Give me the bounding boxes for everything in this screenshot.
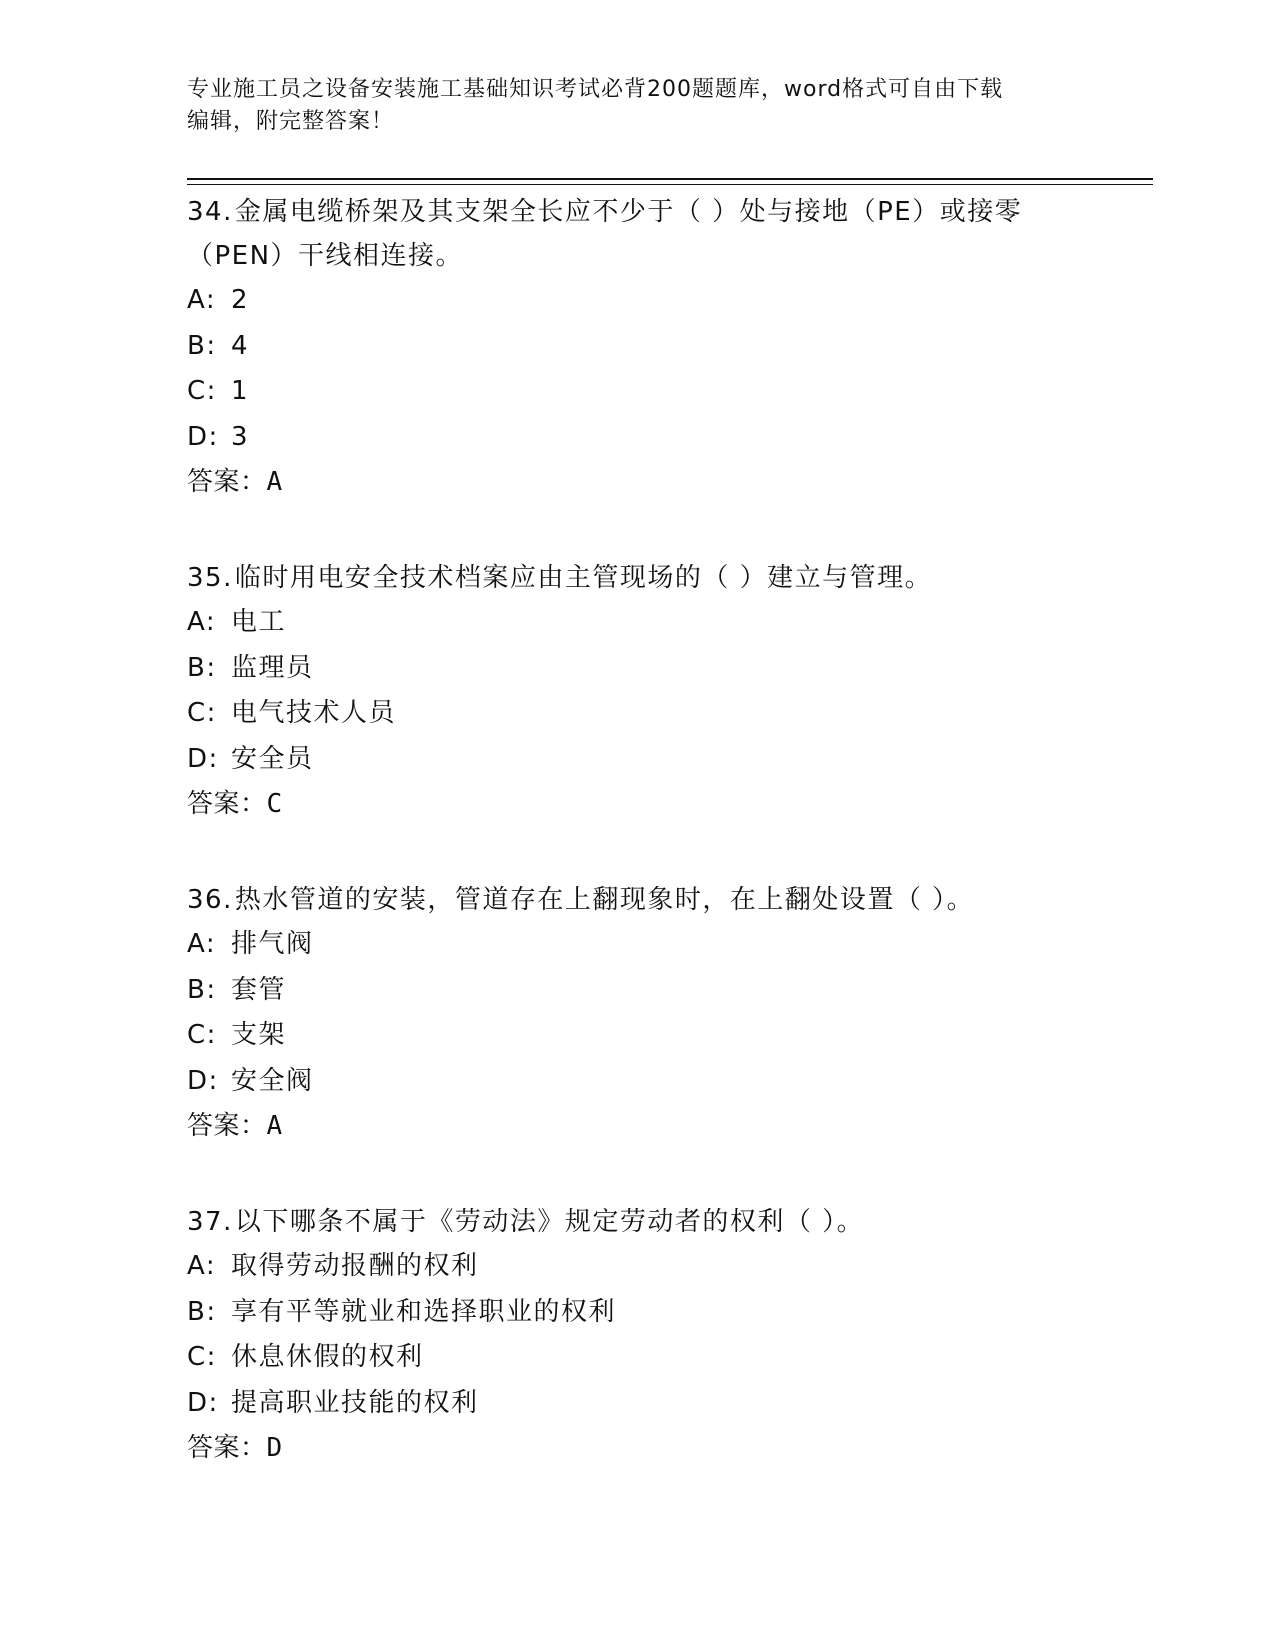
header-line-2: 编辑，附完整答案！	[187, 109, 395, 134]
option-b	[187, 1290, 1087, 1336]
option-text: 1	[231, 376, 250, 406]
option-b	[187, 646, 1087, 692]
option-letter: D:	[187, 421, 219, 452]
option-text: 电气技术人员	[231, 698, 397, 728]
option-letter: B:	[187, 974, 217, 1005]
option-d	[187, 1381, 1087, 1427]
option-a	[187, 1244, 1087, 1290]
option-text: 电工	[231, 607, 287, 637]
question-37	[187, 1200, 1087, 1470]
option-text: 安全员	[231, 743, 314, 774]
question-stem	[187, 878, 1087, 922]
option-letter: D:	[187, 743, 219, 774]
option-c	[187, 369, 1087, 415]
question-text: 以下哪条不属于《劳动法》规定劳动者的权利（ ）。	[234, 1207, 865, 1237]
question-stem-continued: （PEN）干线相连接。	[187, 241, 464, 271]
answer-line: 答案：C	[187, 789, 283, 819]
question-34	[187, 190, 1087, 504]
option-text: 安全阀	[231, 1065, 314, 1096]
option-d	[187, 415, 1087, 461]
option-letter: C:	[187, 698, 217, 728]
answer-line: 答案：A	[187, 467, 283, 497]
option-a	[187, 600, 1087, 646]
question-text: 热水管道的安装，管道存在上翻现象时，在上翻处设置（ ）。	[234, 885, 975, 915]
option-a	[187, 278, 1087, 324]
option-a	[187, 922, 1087, 968]
option-b	[187, 324, 1087, 370]
question-stem	[187, 1200, 1087, 1244]
option-letter: D:	[187, 1387, 219, 1418]
answer-line: 答案：D	[187, 1433, 283, 1463]
question-stem	[187, 556, 1087, 600]
question-text: 金属电缆桥架及其支架全长应不少于（ ）处与接地（PE）或接零	[234, 197, 1023, 227]
option-text: 提高职业技能的权利	[231, 1387, 479, 1418]
option-letter: C:	[187, 376, 217, 406]
option-text: 2	[231, 285, 250, 315]
option-letter: A:	[187, 285, 217, 315]
option-text: 休息休假的权利	[231, 1342, 424, 1372]
option-text: 取得劳动报酬的权利	[231, 1251, 479, 1281]
option-b	[187, 968, 1087, 1014]
question-number: 36.	[187, 885, 233, 915]
question-stem	[187, 190, 1087, 234]
option-text: 排气阀	[231, 929, 314, 959]
option-text: 4	[231, 330, 250, 361]
option-letter: C:	[187, 1342, 217, 1372]
header-divider-thin	[187, 184, 1153, 185]
question-list	[187, 190, 1087, 1522]
option-text: 监理员	[231, 652, 314, 683]
option-text: 3	[231, 421, 250, 452]
option-letter: B:	[187, 652, 217, 683]
option-letter: A:	[187, 607, 217, 637]
answer-line: 答案：A	[187, 1111, 283, 1141]
header-line-1: 专业施工员之设备安装施工基础知识考试必背200题题库，word格式可自由下载	[187, 77, 1004, 102]
option-c	[187, 1013, 1087, 1059]
option-text: 享有平等就业和选择职业的权利	[231, 1296, 617, 1327]
question-number: 35.	[187, 563, 233, 593]
option-text: 支架	[231, 1020, 287, 1050]
question-35	[187, 556, 1087, 826]
question-text: 临时用电安全技术档案应由主管现场的（ ）建立与管理。	[234, 563, 933, 593]
question-number: 37.	[187, 1207, 233, 1237]
option-d	[187, 1059, 1087, 1105]
option-letter: A:	[187, 1251, 217, 1281]
option-letter: D:	[187, 1065, 219, 1096]
question-36	[187, 878, 1087, 1148]
option-letter: B:	[187, 1296, 217, 1327]
document-header	[187, 74, 1067, 138]
option-letter: C:	[187, 1020, 217, 1050]
option-letter: B:	[187, 330, 217, 361]
question-number: 34.	[187, 197, 233, 227]
header-divider	[187, 178, 1153, 180]
option-letter: A:	[187, 929, 217, 959]
option-text: 套管	[231, 974, 287, 1005]
option-d	[187, 737, 1087, 783]
option-c	[187, 691, 1087, 737]
option-c	[187, 1335, 1087, 1381]
